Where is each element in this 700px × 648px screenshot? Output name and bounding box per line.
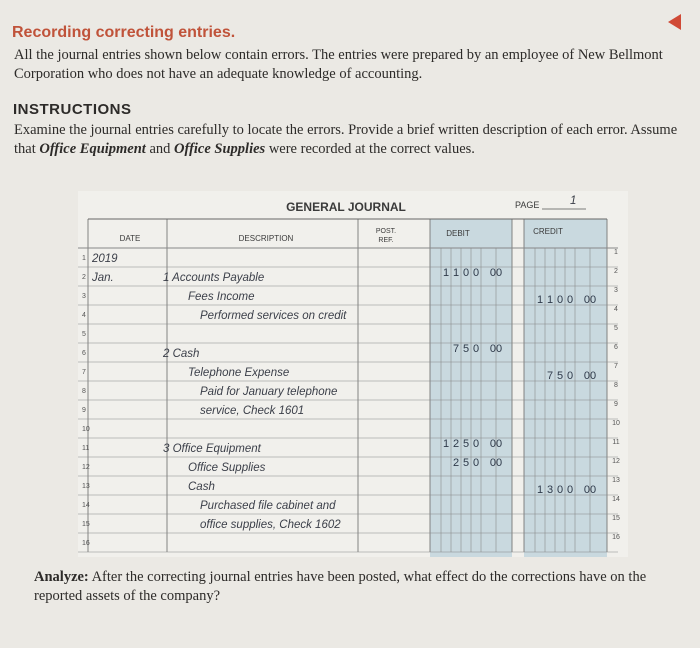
description-cell: Performed services on credit <box>200 310 347 322</box>
row-number-right: 10 <box>612 420 620 427</box>
row-number-left: 3 <box>82 293 86 300</box>
credit-digit: 0 <box>556 484 564 496</box>
debit-digit: 1 <box>452 267 460 279</box>
general-journal <box>78 191 628 557</box>
credit-cents: 00 <box>583 294 597 306</box>
description-cell: Office Supplies <box>188 462 266 474</box>
row-number-right: 16 <box>612 534 620 541</box>
row-number-left: 7 <box>82 369 86 376</box>
row-number-right: 13 <box>612 477 620 484</box>
row-number-right: 6 <box>614 344 618 351</box>
description-cell: Paid for January telephone <box>200 386 338 398</box>
journal-title: GENERAL JOURNAL <box>286 200 406 214</box>
debit-digit: 0 <box>472 267 480 279</box>
debit-digit: 1 <box>442 438 450 450</box>
debit-digit: 1 <box>442 267 450 279</box>
credit-digit: 0 <box>566 370 574 382</box>
debit-digit: 7 <box>452 343 460 355</box>
col-date: DATE <box>119 234 141 243</box>
instructions-heading: INSTRUCTIONS <box>13 101 132 118</box>
row-number-right: 11 <box>612 439 620 446</box>
page-label: PAGE <box>515 200 540 210</box>
description-cell: Telephone Expense <box>188 367 290 379</box>
page-number: 1 <box>570 195 577 207</box>
instructions-paragraph: Examine the journal entries carefully to locate the errors. Provide a brief written description of each error. Assume that Office Equipment and Office Supplies were recorded at the correct values. <box>14 122 678 157</box>
credit-digit: 1 <box>546 294 554 306</box>
row-number-right: 4 <box>614 306 618 313</box>
debit-digit: 2 <box>452 438 460 450</box>
description-cell: service, Check 1601 <box>200 405 305 417</box>
row-number-right: 8 <box>614 382 618 389</box>
row-number-right: 15 <box>612 515 620 522</box>
debit-digit: 5 <box>462 438 470 450</box>
debit-cents: 00 <box>489 438 503 450</box>
debit-digit: 0 <box>472 343 480 355</box>
row-number-right: 2 <box>614 268 618 275</box>
row-number-left: 4 <box>82 312 86 319</box>
row-number-right: 7 <box>614 363 618 370</box>
row-number-left: 14 <box>82 502 90 509</box>
debit-cents: 00 <box>489 267 503 279</box>
description-cell: Cash <box>188 481 215 493</box>
credit-cents: 00 <box>583 484 597 496</box>
credit-digit: 3 <box>546 484 554 496</box>
row-number-left: 11 <box>82 445 90 452</box>
credit-digit: 0 <box>566 484 574 496</box>
col-debit: DEBIT <box>446 229 470 238</box>
row-number-left: 10 <box>82 426 90 433</box>
debit-digit: 0 <box>472 438 480 450</box>
debit-digit: 2 <box>452 457 460 469</box>
credit-cents: 00 <box>583 370 597 382</box>
col-description: DESCRIPTION <box>238 234 294 243</box>
description-cell: 2 Cash <box>163 348 200 360</box>
row-number-left: 6 <box>82 350 86 357</box>
col-post-ref-2: REF. <box>378 237 394 244</box>
row-number-left: 8 <box>82 388 86 395</box>
row-number-right: 14 <box>612 496 620 503</box>
description-cell: Purchased file cabinet and <box>200 500 336 512</box>
row-number-left: 16 <box>82 540 90 547</box>
description-cell: Fees Income <box>188 291 255 303</box>
credit-digit: 7 <box>546 370 554 382</box>
row-number-left: 15 <box>82 521 90 528</box>
row-number-right: 1 <box>614 249 618 256</box>
col-post-ref-1: POST. <box>375 228 397 235</box>
row-number-left: 12 <box>82 464 90 471</box>
date-cell: Jan. <box>92 272 114 284</box>
back-arrow-icon[interactable] <box>668 14 681 30</box>
description-cell: office supplies, Check 1602 <box>200 519 341 531</box>
analyze-question: Analyze: After the correcting journal entries have been posted, what effect do the corrections have on the reported assets of the company? <box>34 569 647 604</box>
row-number-left: 5 <box>82 331 86 338</box>
credit-digit: 0 <box>556 294 564 306</box>
row-number-right: 12 <box>612 458 620 465</box>
description-cell: 3 Office Equipment <box>163 443 261 455</box>
journal-grid <box>78 191 628 557</box>
credit-digit: 0 <box>566 294 574 306</box>
row-number-left: 13 <box>82 483 90 490</box>
row-number-left: 1 <box>82 255 86 262</box>
credit-column-bg <box>524 219 607 557</box>
debit-digit: 5 <box>462 457 470 469</box>
row-number-left: 2 <box>82 274 86 281</box>
col-credit: CREDIT <box>533 227 563 236</box>
debit-digit: 0 <box>472 457 480 469</box>
credit-digit: 1 <box>536 294 544 306</box>
date-cell: 2019 <box>92 253 118 265</box>
section-title: Recording correcting entries. <box>12 24 236 41</box>
row-number-right: 5 <box>614 325 618 332</box>
debit-cents: 00 <box>489 343 503 355</box>
row-number-right: 9 <box>614 401 618 408</box>
intro-paragraph: All the journal entries shown below contain errors. The entries were prepared by an employee of New Bellmont Corporation who does not have an adequate knowledge of accounting. <box>14 47 663 82</box>
credit-digit: 5 <box>556 370 564 382</box>
debit-digit: 5 <box>462 343 470 355</box>
debit-digit: 0 <box>462 267 470 279</box>
row-number-left: 9 <box>82 407 86 414</box>
debit-cents: 00 <box>489 457 503 469</box>
description-cell: 1 Accounts Payable <box>163 272 265 284</box>
row-number-right: 3 <box>614 287 618 294</box>
credit-digit: 1 <box>536 484 544 496</box>
